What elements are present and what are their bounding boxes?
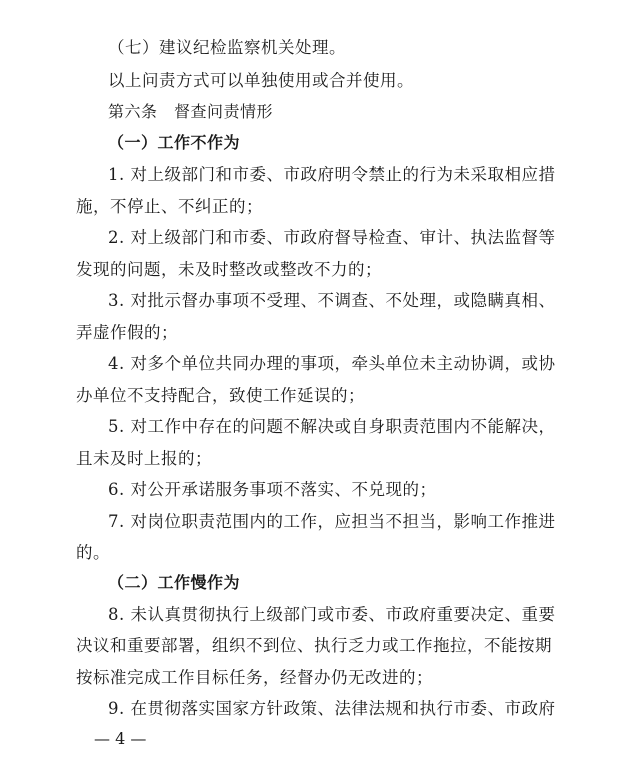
paragraph-line: 2. 对上级部门和市委、市政府督导检查、审计、执法监督等 — [108, 228, 556, 247]
section-heading: （一）工作不作为 — [108, 133, 241, 152]
paragraph-line: 以上问责方式可以单独使用或合并使用。 — [108, 71, 414, 90]
paragraph-line: 的。 — [76, 543, 110, 562]
paragraph-line: 决议和重要部署，组织不到位、执行乏力或工作拖拉，不能按期 — [76, 636, 552, 655]
paragraph-line: 且未及时上报的； — [76, 449, 212, 468]
paragraph-line: 9. 在贯彻落实国家方针政策、法律法规和执行市委、市政府 — [108, 699, 556, 718]
paragraph-line: 弄虚作假的； — [76, 323, 178, 342]
paragraph-line: 1. 对上级部门和市委、市政府明令禁止的行为未采取相应措 — [108, 165, 556, 184]
paragraph-line: 办单位不支持配合，致使工作延误的； — [76, 386, 365, 405]
paragraph-line: 4. 对多个单位共同办理的事项，牵头单位未主动协调，或协 — [108, 354, 556, 373]
paragraph-line: 发现的问题，未及时整改或整改不力的； — [76, 260, 382, 279]
section-heading: （二）工作慢作为 — [108, 573, 241, 592]
paragraph-line: （七）建议纪检监察机关处理。 — [108, 38, 346, 57]
paragraph-line: 8. 未认真贯彻执行上级部门或市委、市政府重要决定、重要 — [108, 605, 556, 624]
page-number: — 4 — — [94, 729, 147, 748]
paragraph-line: 5. 对工作中存在的问题不解决或自身职责范围内不能解决， — [108, 417, 556, 436]
paragraph-line: 施，不停止、不纠正的； — [76, 197, 263, 216]
article-heading: 第六条 督查问责情形 — [108, 102, 274, 121]
paragraph-line: 7. 对岗位职责范围内的工作，应担当不担当，影响工作推进 — [108, 512, 556, 531]
paragraph-line: 6. 对公开承诺服务事项不落实、不兑现的； — [108, 480, 437, 499]
paragraph-line: 3. 对批示督办事项不受理、不调查、不处理，或隐瞒真相、 — [108, 291, 556, 310]
paragraph-line: 按标准完成工作目标任务，经督办仍无改进的； — [76, 668, 433, 687]
